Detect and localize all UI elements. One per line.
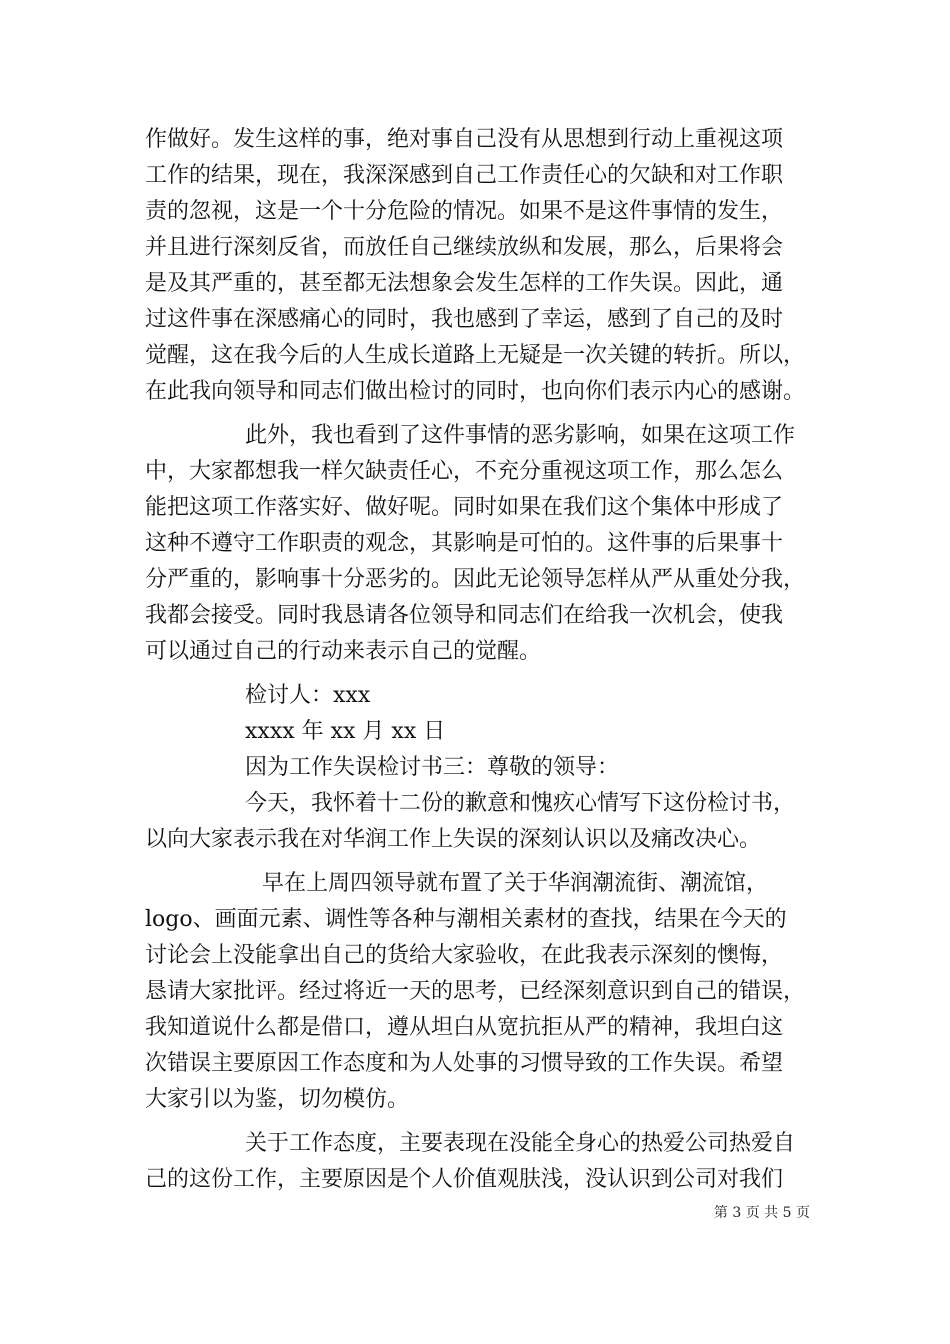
date-line: xxxx 年 xx 月 xx 日 (245, 719, 446, 744)
body-line: 中，大家都想我一样欠缺责任心，不充分重视这项工作，那么怎么 (145, 459, 784, 484)
body-line: 大家引以为鉴，切勿模仿。 (145, 1087, 410, 1112)
body-line: 早在上周四领导就布置了关于华润潮流街、潮流馆， (262, 871, 769, 896)
body-line: 以向大家表示我在对华润工作上失误的深刻认识以及痛改决心。 (145, 827, 762, 852)
body-line: 分严重的，影响事十分恶劣的。因此无论领导怎样从严从重处分我， (145, 567, 806, 592)
signature-line: 检讨人：xxx (245, 683, 371, 708)
body-line: 今天，我怀着十二份的歉意和愧疚心情写下这份检讨书， (245, 791, 796, 816)
body-line: 己的这份工作，主要原因是个人价值观肤浅，没认识到公司对我们 (145, 1167, 784, 1192)
page-number-footer: 第 3 页 共 5 页 (713, 1205, 810, 1221)
body-line: 我知道说什么都是借口，遵从坦白从宽抗拒从严的精神，我坦白这 (145, 1015, 784, 1040)
body-line: 在此我向领导和同志们做出检讨的同时，也向你们表示内心的感谢。 (145, 379, 806, 404)
body-line: logo、画面元素、调性等各种与潮相关素材的查找，结果在今天的 (145, 907, 787, 932)
body-line: 恳请大家批评。经过将近一天的思考，已经深刻意识到自己的错误， (145, 979, 806, 1004)
body-line: 能把这项工作落实好、做好呢。同时如果在我们这个集体中形成了 (145, 495, 784, 520)
body-line: 工作的结果，现在，我深深感到自己工作责任心的欠缺和对工作职 (145, 163, 784, 188)
body-line: 作做好。发生这样的事，绝对事自己没有从思想到行动上重视这项 (145, 127, 784, 152)
body-line: 可以通过自己的行动来表示自己的觉醒。 (145, 639, 542, 664)
body-line: 我都会接受。同时我恳请各位领导和同志们在给我一次机会，使我 (145, 603, 784, 628)
body-line: 并且进行深刻反省，而放任自己继续放纵和发展，那么，后果将会 (145, 235, 784, 260)
body-line: 过这件事在深感痛心的同时，我也感到了幸运，感到了自己的及时 (145, 307, 784, 332)
body-line: 关于工作态度，主要表现在没能全身心的热爱公司热爱自 (245, 1131, 796, 1156)
body-line: 是及其严重的，甚至都无法想象会发生怎样的工作失误。因此，通 (145, 271, 784, 296)
body-line: 此外，我也看到了这件事情的恶劣影响，如果在这项工作 (245, 423, 796, 448)
body-line: 责的忽视，这是一个十分危险的情况。如果不是这件事情的发生， (145, 199, 784, 224)
body-line: 觉醒，这在我今后的人生成长道路上无疑是一次关键的转折。所以， (145, 343, 806, 368)
body-line: 次错误主要原因工作态度和为人处事的习惯导致的工作失误。希望 (145, 1051, 784, 1076)
section-heading: 因为工作失误检讨书三：尊敬的领导： (245, 755, 620, 780)
body-line: 这种不遵守工作职责的观念，其影响是可怕的。这件事的后果事十 (145, 531, 784, 556)
body-line: 讨论会上没能拿出自己的货给大家验收，在此我表示深刻的懊悔， (145, 943, 784, 968)
